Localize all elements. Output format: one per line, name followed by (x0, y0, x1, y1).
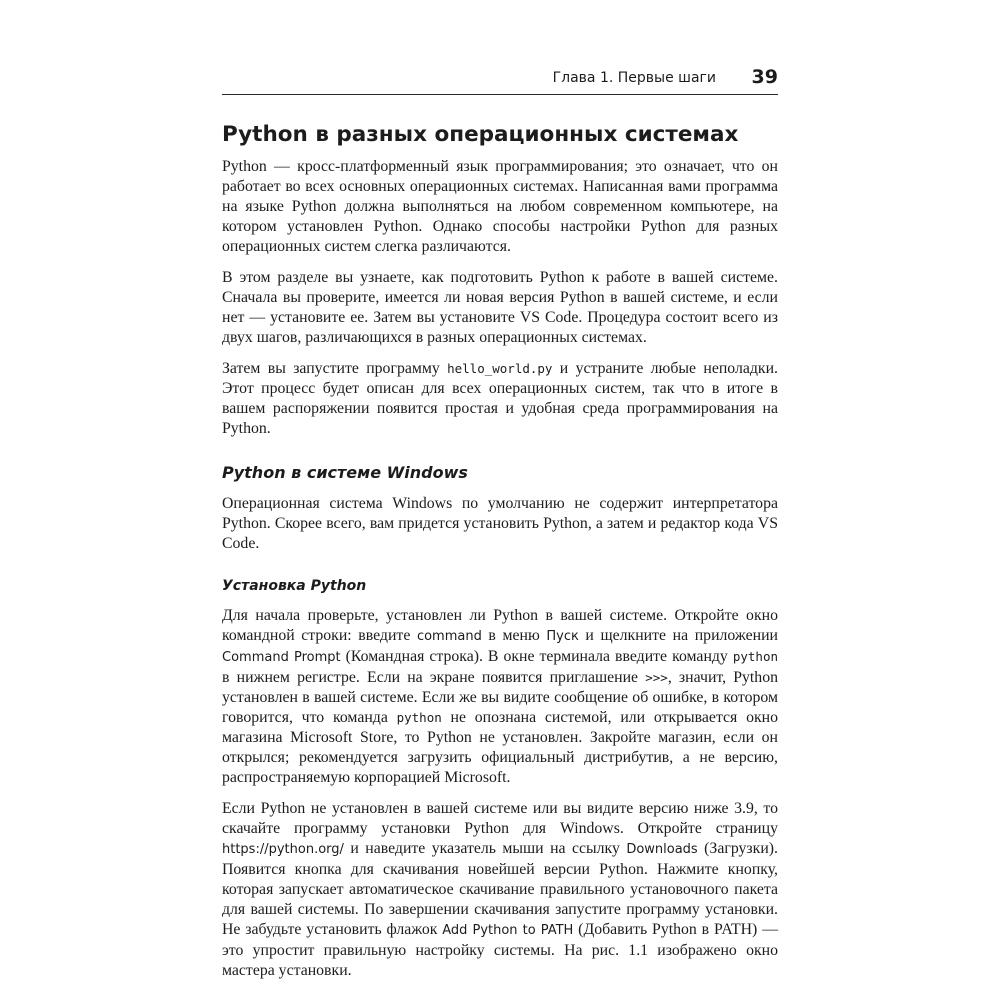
ui-term: Add Python to PATH (442, 923, 574, 938)
text-run: Если Python не установлен в вашей системе или вы видите версию ниже 3.9, то скачайте программу установки Python для Windows. Откройте страницу (222, 800, 778, 837)
text-run: в меню (481, 627, 547, 644)
paragraph-hello-world (222, 359, 778, 439)
text-run: в нижнем регистре. Если на экране появится приглашение (222, 669, 646, 686)
ui-term: Command Prompt (222, 650, 341, 665)
text-run: и щелкните на приложении (578, 627, 778, 644)
paragraph-windows: Операционная система Windows по умолчанию не содержит интерпретатора Python. Скорее всего, вам придется установить Python, а затем и редактор кода VS Code. (222, 495, 778, 552)
text-run: (Командная строка). В окне терминала введите команду (340, 648, 733, 665)
text-run: и наведите указатель мыши на ссылку (343, 840, 627, 857)
section-title: Python в разных операционных системах (222, 122, 739, 147)
page-number: 39 (751, 66, 778, 88)
paragraph-download-python (222, 799, 778, 981)
text-run: (Загрузки). Появится кнопка для скачивания новейшей версии Python. Нажмите кнопку, которая запускает автоматическое скачивание правильного установочного пакета для вашей системы. По завершении скачивания запустите программу установки. Не забудьте установить флажок (222, 840, 778, 938)
subsection-title-windows: Python в системе Windows (222, 463, 468, 482)
ui-term: Пуск (546, 629, 579, 644)
code-filename: hello_world.py (447, 361, 553, 376)
header-rule (222, 94, 778, 95)
paragraph-setup: В этом разделе вы узнаете, как подготовить Python к работе в вашей системе. Сначала вы проверите, имеется ли новая версия Python в вашей системе, и если нет — установите ее. Затем вы установите VS Code. Процедура состоит всего из двух шагов, различающихся в разных операционных системах. (222, 269, 778, 346)
code-term: python (396, 710, 442, 725)
url-term: https://python.org/ (222, 842, 344, 857)
text-run: Для начала проверьте, установлен ли Python в вашей системе. Откройте окно командной строки: введите (222, 607, 778, 644)
text-run: (Добавить Python в PATH) — это упростит правильную настройку системы. На рис. 1.1 изображено окно мастера установки. (222, 921, 778, 979)
ui-term: Downloads (626, 842, 698, 857)
ui-term: command (416, 629, 482, 644)
code-term: >>> (645, 670, 668, 685)
paragraph-check-python (222, 606, 778, 788)
subsubsection-title-install: Установка Python (222, 578, 367, 594)
code-term: python (732, 649, 778, 664)
running-head (222, 66, 778, 94)
chapter-title: Глава 1. Первые шаги (552, 70, 716, 86)
text-run: и устраните любые неполадки. Этот процесс будет описан для всех операционных систем, так что в итоге в вашем распоряжении появится простая и удобная среда программирования на Python. (222, 360, 778, 437)
text-run: , значит, Python установлен в вашей системе. Если же вы видите сообщение об ошибке, в котором говорится, что команда (222, 669, 778, 726)
text-run: не опознана системой, или открывается окно магазина Microsoft Store, то Python не установлен. Закройте магазин, если он открылся; рекомендуется загрузить официальный дистрибутив, а не версию, распространяемую корпорацией Microsoft. (222, 709, 778, 786)
page-content (222, 116, 778, 992)
text-run: Затем вы запустите программу (222, 360, 448, 377)
paragraph-intro: Python — кросс-платформенный язык программирования; это означает, что он работает во всех основных операционных системах. Написанная вами программа на языке Python должна выполняться на любом современном компьютере, на котором установлен Python. Однако способы настройки Python для разных операционных систем слегка различаются. (222, 158, 778, 255)
